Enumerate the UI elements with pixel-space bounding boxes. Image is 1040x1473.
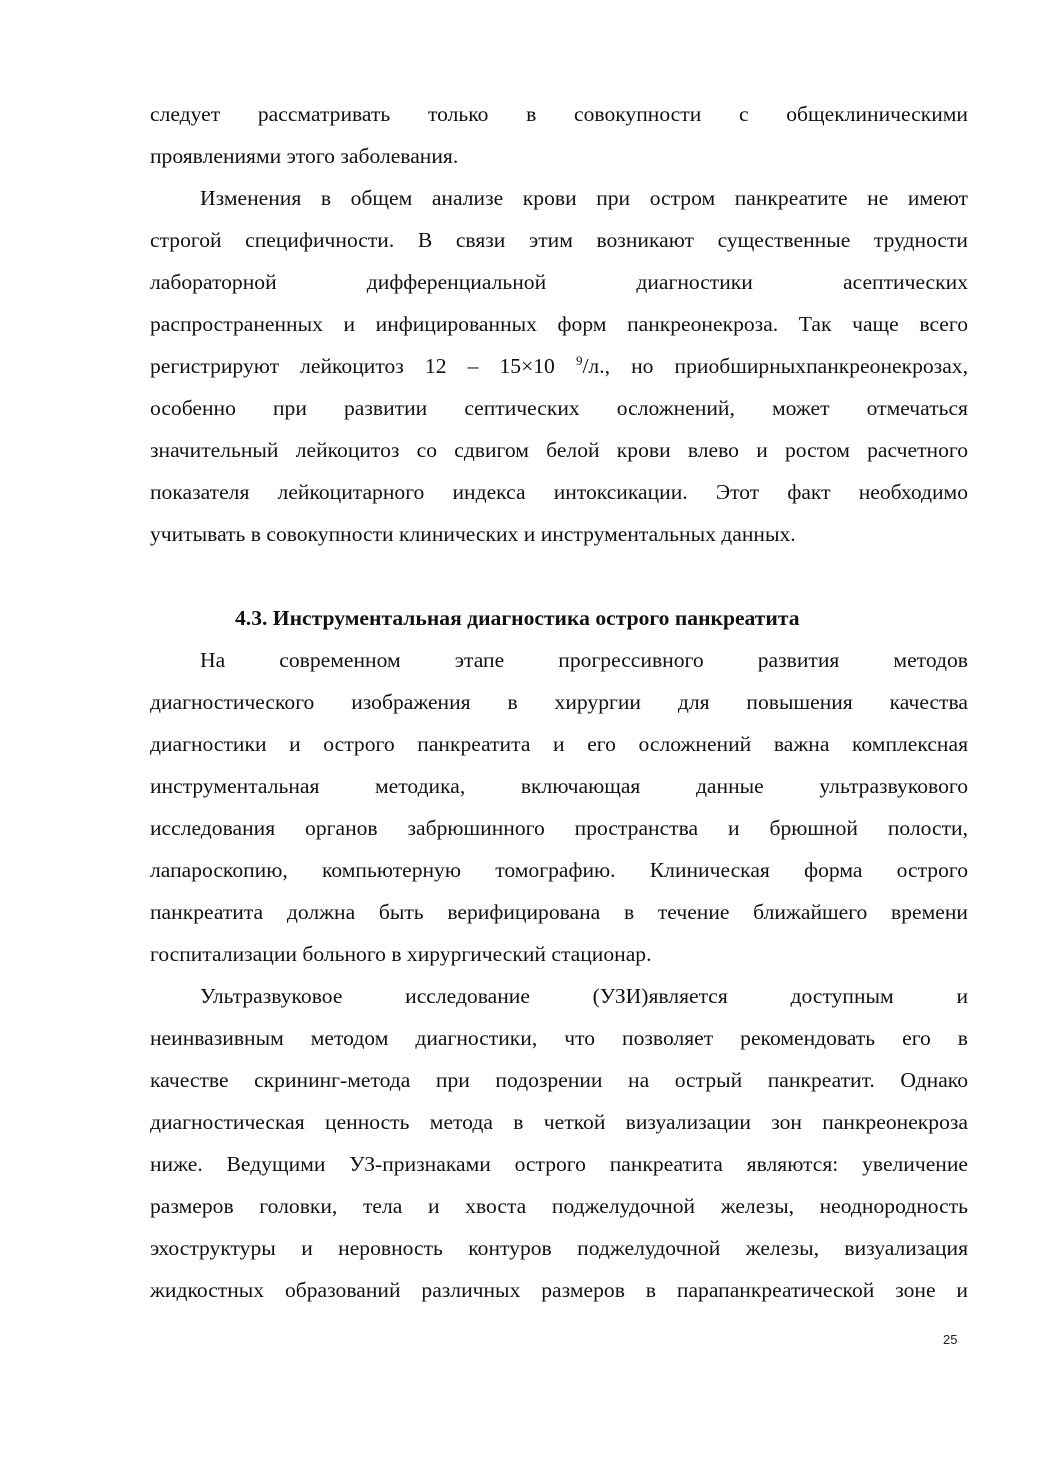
text-line: качестве скрининг-метода при подозрении на острый панкреатит. Однако <box>150 1068 968 1092</box>
text-line: учитывать в совокупности клинических и инструментальных данных. <box>150 522 796 546</box>
text-line: размеров головки, тела и хвоста поджелудочной железы, неоднородность <box>150 1194 968 1218</box>
text-line: показателя лейкоцитарного индекса интоксикации. Этот факт необходимо <box>150 480 968 504</box>
paragraph-ultrasound <box>150 975 968 1311</box>
text-line: панкреатита должна быть верифицирована в течение ближайшего времени <box>150 900 968 924</box>
text-line: ниже. Ведущими УЗ-признаками острого панкреатита являются: увеличение <box>150 1152 968 1176</box>
text-line: строгой специфичности. В связи этим возникают существенные трудности <box>150 228 968 252</box>
page-number: 25 <box>943 1332 958 1347</box>
paragraph-instrumental-methods <box>150 639 968 975</box>
text-line: проявлениями этого заболевания. <box>150 144 459 168</box>
text-line: Ультразвуковое исследование (УЗИ)является доступным и <box>200 984 968 1008</box>
text-line: следует рассматривать только в совокупности с общеклиническими <box>150 102 968 126</box>
paragraph-continuation <box>150 93 968 177</box>
text-line: инструментальная методика, включающая данные ультразвукового <box>150 774 968 798</box>
text-line: распространенных и инфицированных форм панкреонекроза. Так чаще всего <box>150 312 968 336</box>
text-line: диагностики и острого панкреатита и его осложнений важна комплексная <box>150 732 968 756</box>
text-line: неинвазивным методом диагностики, что позволяет рекомендовать его в <box>150 1026 968 1050</box>
text-line: лабораторной дифференциальной диагностики асептических <box>150 270 968 294</box>
text-line: значительный лейкоцитоз со сдвигом белой крови влево и ростом расчетного <box>150 438 968 462</box>
text-line: На современном этапе прогрессивного развития методов <box>200 648 968 672</box>
superscript: 9 <box>575 352 583 368</box>
text-line: эхоструктуры и неровность контуров поджелудочной железы, визуализация <box>150 1236 968 1260</box>
text-line: диагностического изображения в хирургии для повышения качества <box>150 690 968 714</box>
text-line: исследования органов забрюшинного пространства и брюшной полости, <box>150 816 968 840</box>
text-line: лапароскопию, компьютерную томографию. Клиническая форма острого <box>150 858 968 882</box>
document-page <box>150 93 968 1311</box>
text-line: особенно при развитии септических осложнений, может отмечаться <box>150 396 968 420</box>
text-line-with-superscript <box>150 345 968 387</box>
paragraph-blood-analysis <box>150 177 968 555</box>
text-line: госпитализации больного в хирургический стационар. <box>150 942 652 966</box>
text-line: жидкостных образований различных размеров в парапанкреатической зоне и <box>150 1278 968 1302</box>
text-fragment: регистрируют лейкоцитоз 12 – 15×10 $^9$/л., но приобширныхпанкреонекрозах, <box>150 352 968 378</box>
text-line: диагностическая ценность метода в четкой визуализации зон панкреонекроза <box>150 1110 968 1134</box>
text-line: Изменения в общем анализе крови при остром панкреатите не имеют <box>200 186 968 210</box>
section-heading: 4.3. Инструментальная диагностика острого панкреатита <box>235 606 800 630</box>
